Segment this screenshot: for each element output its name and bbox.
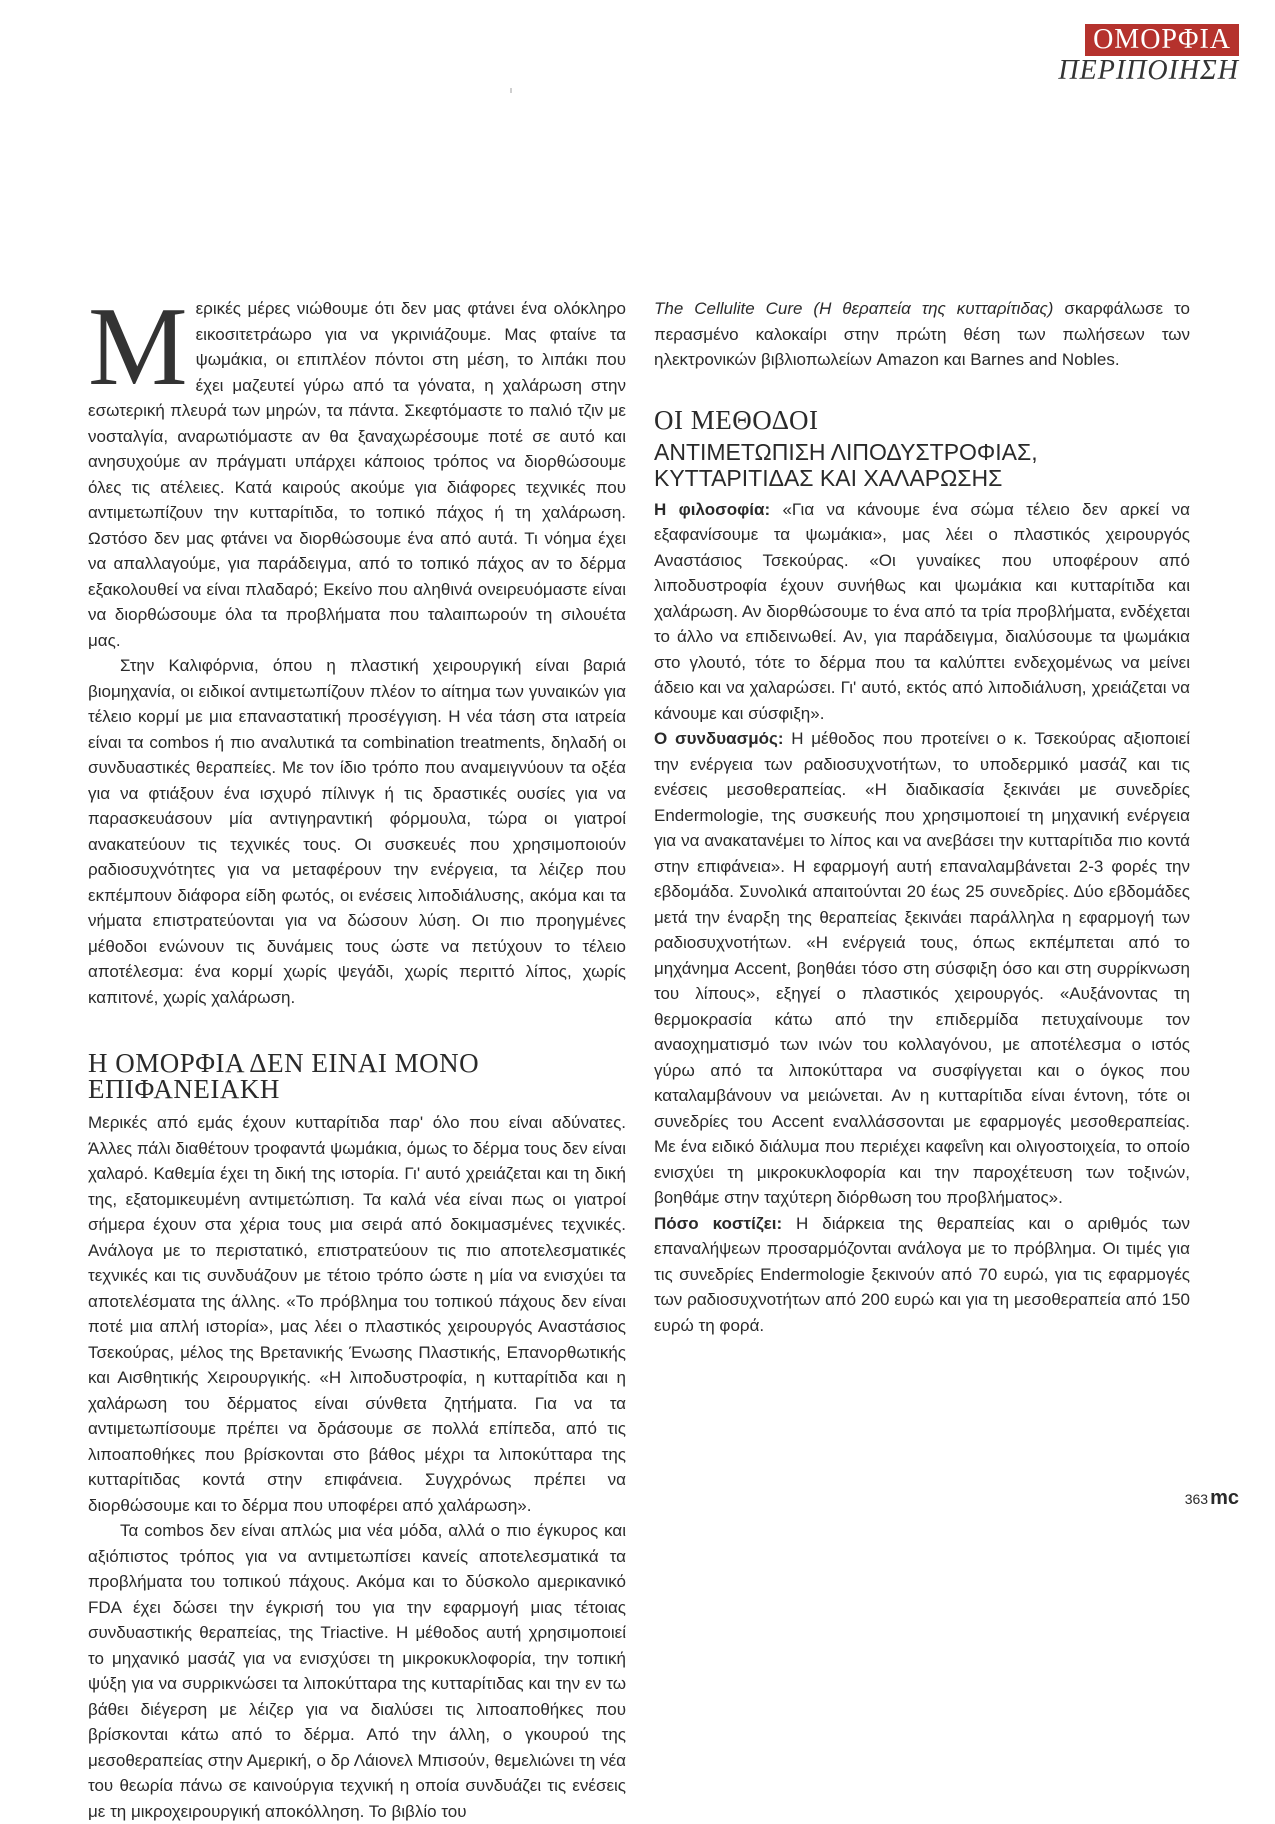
combination-label: Ο συνδυασμός: — [654, 729, 784, 748]
methods-heading: ΟΙ ΜΕΘΟΔΟΙ — [654, 404, 819, 435]
intro-text: ερικές μέρες νιώθουμε ότι δεν μας φτάνει ένα ολόκληρο εικοσιτετράωρο για να γκρινιάζουμε. Μας φταίνε τα ψωμάκια, οι επιπλέον πόντοι στη μέση, το λιπάκι που έχει μαζευτεί γύρω από τα γόνατα, η χαλάρωση στην εσωτερική πλευρά των μηρών, τα πάντα. Σκεφτόμαστε το παλιό τζιν με νοσταλγία, αναρωτιόμαστε αν θα ξαναχωρέσουμε ποτέ σε αυτό και ανησυχούμε αν πράγματι υπάρχει κάποιος τρόπος να διορθώσουμε όλες τις ατέλειες. Κατά καιρούς ακούμε για διάφορες τεχνικές που αντιμετωπίζουν την κυτταρίτιδα, το τοπικό πάχος ή τη χαλάρωση. Ωστόσο δεν μας φτάνει να διορθώσουμε ένα από αυτά. Τι νόημα έχει να απαλλαγούμε, για παράδειγμα, από το τοπικό πάχος αν το δέρμα εξακολουθεί να είναι πλαδαρό; Εκείνο που αληθινά ονειρευόμαστε είναι να διορθώσουμε όλα τα προβλήματα που ταλαιπωρούν τη σιλουέτα μας. — [88, 299, 626, 650]
body-paragraph: Μερικές από εμάς έχουν κυτταρίτιδα παρ' όλο που είναι αδύνατες. Άλλες πάλι διαθέτουν τροφαντά ψωμάκια, όμως το δέρμα τους δεν είναι χαλαρό. Καθεμία έχει τη δική της ιστορία. Γι' αυτό χρειάζεται και τη δική της, εξατομικευμένη αντιμετώπιση. Τα καλά νέα είναι πως οι γιατροί σήμερα έχουν στα χέρια τους μια σειρά από δοκιμασμένες τεχνικές. Ανάλογα με το περιστατικό, επιστρατεύουν τις πιο αποτελεσματικές τεχνικές και τις συνδυάζουν με τέτοιο τρόπο ώστε η μία να ενισχύει τα αποτελέσματα της άλλης. «Το πρόβλημα του τοπικού πάχους δεν είναι ποτέ μια απλή ιστορία», μας λέει ο πλαστικός χειρουργός Αναστάσιος Τσεκούρας, μέλος της Βρετανικής Ένωσης Πλαστικής, Επανορθωτικής και Αισθητικής Χειρουργικής. «Η λιποδυστροφία, η κυτταρίτιδα και η χαλάρωση του δέρματος είναι σύνθετα ζητήματα. Για να τα αντιμετωπίσουμε πρέπει να δράσουμε σε πολλά επίπεδα, από τις λιποαποθήκες που βρίσκονται στο βάθος μέχρι τα λιποκύτταρα της κυτταρίτιδας κοντά στην επιφάνεια. Συγχρόνως πρέπει να διορθώσουμε και το δέρμα που υποφέρει από χαλάρωση». — [88, 1113, 626, 1515]
article-column-right — [654, 296, 1190, 1338]
body-text: σκαρφάλωσε το περασμένο καλοκαίρι στην πρώτη θέση των πωλήσεων των ηλεκτρονικών βιβλιοπωλείων Amazon και Barnes and Nobles. — [654, 299, 1190, 369]
page-footer — [1185, 1487, 1239, 1510]
book-title: The Cellulite Cure (Η θεραπεία της κυτταρίτιδας) — [654, 299, 1054, 318]
philosophy-label: Η φιλοσοφία: — [654, 499, 771, 519]
scan-speck — [510, 88, 512, 93]
methods-subheading: ΑΝΤΙΜΕΤΩΠΙΣΗ ΛΙΠΟΔΥΣΤΡΟΦΙΑΣ, ΚΥΤΤΑΡΙΤΙΔΑΣ ΚΑΙ ΧΑΛΑΡΩΣΗΣ — [654, 438, 1038, 491]
intro-paragraph — [88, 285, 626, 653]
magazine-logo: mc — [1210, 1487, 1239, 1509]
section-subtitle: ΠΕΡΙΠΟΙΗΣΗ — [1058, 55, 1239, 86]
body-paragraph-continuation — [654, 296, 1190, 373]
cost-label: Πόσο κοστίζει: — [654, 1213, 783, 1233]
article-column-left — [88, 285, 626, 1824]
philosophy-paragraph — [654, 497, 1190, 727]
cost-text: Η διάρκεια της θεραπείας και ο αριθμός των επαναλήψεων προσαρμόζονται ανάλογα με το πρόβλημα. Οι τιμές για τις συνεδρίες Endermologie ξεκινούν από 70 ευρώ, για τις εφαρμογές των ραδιοσυχνοτήτων από 200 ευρώ και για τη μεσοθεραπεία από 150 ευρώ τη φορά. — [654, 1213, 1190, 1335]
section-tag — [1058, 24, 1239, 86]
philosophy-text: «Για να κάνουμε ένα σώμα τέλειο δεν αρκεί να εξαφανίσουμε τα ψωμάκια», μας λέει ο πλαστικός χειρουργός Αναστάσιος Τσεκούρας. «Οι γυναίκες που υποφέρουν από λιποδυστροφία έχουν συνήθως και ψωμάκια και κυτταρίτιδα και χαλάρωση. Αν διορθώσουμε το ένα από τα τρία προβλήματα, ενδέχεται το άλλο να επιδεινωθεί. Αν, για παράδειγμα, διαλύσουμε τα ψωμάκια στο γλουτό, τότε το δέρμα που τα καλύπτει ενδεχομένως να μείνει άδειο και να χαλαρώσει. Γι' αυτό, εκτός από λιποδιάλυση, χρειάζεται να κάνουμε και σύσφιξη». — [654, 499, 1190, 723]
page-number: 363 — [1184, 1491, 1209, 1507]
body-text: Τα combos δεν είναι απλώς μια νέα μόδα, αλλά ο πιο έγκυρος και αξιόπιστος τρόπος για να αντιμετωπίσει κανείς αποτελεσματικά τα προβλήματα του τοπικού πάχους. Ακόμα και το δύσκολο αμερικανικό FDA έχει δώσει την έγκρισή του για την εφαρμογή μιας τέτοιας συνδυαστικής θεραπείας, της Triactive. Η μέθοδος αυτή χρησιμοποιεί το μηχανικό μασάζ για να ενισχύσει τη μικροκυκλοφορία, την τοπική ψύξη για να συρρικνώσει τα λιποκύτταρα της κυτταρίτιδας και την εν τω βάθει διέγερση με λέιζερ για να διαλύσει τις λιποαποθήκες που βρίσκονται κάτω από το δέρμα. Από την άλλη, ο γκουρού της μεσοθεραπείας στην Αμερική, ο δρ Λάιονελ Μπισούν, θεμελιώνει τη νέα του θεωρία πάνω σε καινούργια τεχνική η οποία συνδυάζει τις ενέσεις με τη μικροχειρουργική αποκόλληση. Το βιβλίο του — [88, 1521, 626, 1821]
section-heading: Η ΟΜΟΡΦΙΑ ΔΕΝ ΕΙΝΑΙ ΜΟΝΟ ΕΠΙΦΑΝΕΙΑΚΗ — [88, 1048, 480, 1104]
body-paragraph: Στην Καλιφόρνια, όπου η πλαστική χειρουργική είναι βαριά βιομηχανία, οι ειδικοί αντιμετωπίζουν πλέον το αίτημα των γυναικών για τέλειο κορμί με μια επαναστατική προσέγγιση. Η νέα τάση στα ιατρεία είναι τα combos ή πιο αναλυτικά τα combination treatments, δηλαδή οι συνδυαστικές θεραπείες. Με τον ίδιο τρόπο που αναμειγνύουν τα οξέα για να φτιάξουν ένα ισχυρό πίλινγκ ή τις δραστικές ουσίες για να παρασκευάσουν μία αντιγηραντική φόρμουλα, τώρα οι γιατροί ανακατεύουν τις τεχνικές τους. Οι συσκευές που χρησιμοποιούν ραδιοσυχνότητες για να μεταφέρουν την ενέργεια, τα λέιζερ που εκπέμπουν διάφορα είδη φωτός, οι ενέσεις λιποδιάλυσης, ακόμα και τα νήματα επιστρατεύονται για να δώσουν λύση. Οι πιο προηγμένες μέθοδοι ενώνουν τις δυνάμεις τους ώστε να πετύχουν το τέλειο αποτέλεσμα: ένα κορμί χωρίς ψεγάδι, χωρίς περιττό λίπος, χωρίς καπιτονέ, χωρίς χαλάρωση. — [88, 656, 626, 1007]
drop-cap: Μ — [88, 285, 188, 409]
body-paragraph-continued — [88, 1518, 626, 1824]
section-title: ΟΜΟΡΦΙΑ — [1085, 24, 1239, 56]
combination-text: Η μέθοδος που προτείνει ο κ. Τσεκούρας αξιοποιεί την ενέργεια των ραδιοσυχνοτήτων, το υποδερμικό μασάζ και τις ενέσεις μεσοθεραπείας. «Η διαδικασία ξεκινάει με συνεδρίες Endermologie, της συσκευής που χρησιμοποιεί τη μηχανική ενέργεια για να ανακατανέμει το λίπος και να ανεβάσει την κυτταρίτιδα πιο κοντά στην επιφάνεια». Η εφαρμογή αυτή επαναλαμβάνεται 2-3 φορές την εβδομάδα. Συνολικά απαιτούνται 20 έως 25 συνεδρίες. Δύο εβδομάδες μετά την έναρξη της θεραπείας ξεκινάει παράλληλα η εφαρμογή των ραδιοσυχνοτήτων. «Η ενέργειά τους, όπως εκπέμπεται από το μηχάνημα Accent, βοηθάει τόσο στη σύσφιξη όσο και στη συρρίκνωση του λίπους», εξηγεί ο πλαστικός χειρουργός. «Αυξάνοντας τη θερμοκρασία κάτω από την επιδερμίδα πετυχαίνουμε τον αναοχηματισμό των ινών του κολλαγόνου, με αποτέλεσμα ο ιστός γύρω από τα λιποκύτταρα να συσφίγγεται και ο όγκος που καταλαμβάνουν να μειώνεται. Αν η κυτταρίτιδα είναι έντονη, τότε οι συνεδρίες του Accent εναλλάσσονται με εφαρμογές μεσοθεραπείας. Με ένα ειδικό διάλυμα που περιέχει καφεΐνη και ολιγοστοιχεία, το οποίο ενισχύει τη μικροκυκλοφορία και την παροχέτευση των τοξινών, βοηθάμε στην ταχύτερη διόρθωση του προβλήματος». — [654, 729, 1191, 1207]
combination-paragraph — [654, 726, 1190, 1211]
cost-paragraph — [654, 1211, 1190, 1339]
